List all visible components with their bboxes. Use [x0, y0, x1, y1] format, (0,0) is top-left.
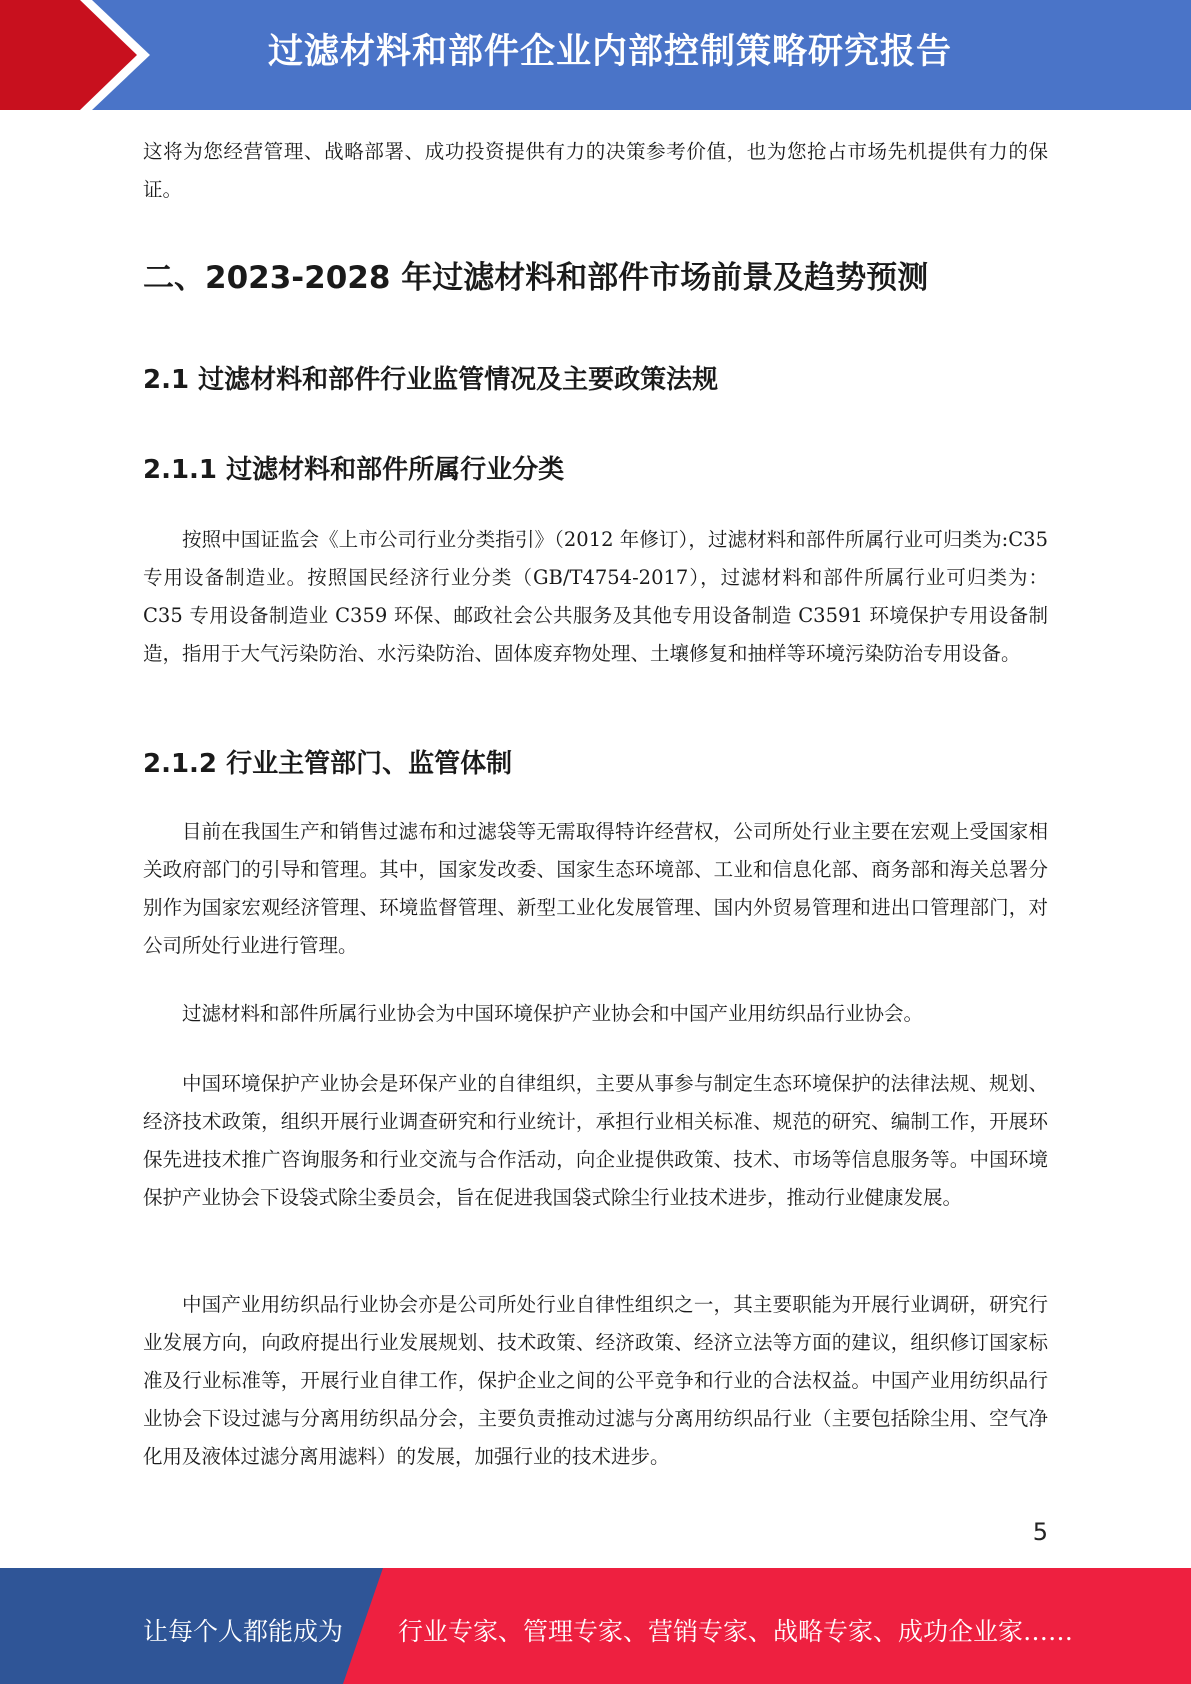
section-title: 二、2023-2028 年过滤材料和部件市场前景及趋势预测 — [143, 260, 929, 296]
paragraph-env-protection-association-block — [143, 1065, 1048, 1217]
footer-slogan-left: 让每个人都能成为 — [143, 1617, 344, 1646]
footer-slogan-right: 行业专家、管理专家、营销专家、战略专家、成功企业家…… — [398, 1617, 1074, 1646]
header-chevron-decoration — [0, 0, 160, 110]
page-number: 5 — [1032, 1518, 1048, 1546]
paragraph-textile-association: 中国产业用纺织品行业协会亦是公司所处行业自律性组织之一，其主要职能为开展行业调研，研究行业发展方向，向政府提出行业发展规划、技术政策、经济政策、经济立法等方面的建议，组织修订国家标准及行业标准等，开展行业自律工作，保护企业之间的公平竞争和行业的合法权益。中国产业用纺织品行业协会下设过滤与分离用纺织品分会，主要负责推动过滤与分离用纺织品行业（主要包括除尘用、空气净化用及液体过滤分离用滤料）的发展，加强行业的技术进步。 — [143, 1293, 1048, 1468]
subsubsection-title-regulatory-system: 2.1.2 行业主管部门、监管体制 — [143, 749, 513, 779]
intro-paragraph: 这将为您经营管理、战略部署、成功投资提供有力的决策参考价值，也为您抢占市场先机提供有力的保证。 — [143, 140, 1048, 201]
paragraph-regulation: 目前在我国生产和销售过滤布和过滤袋等无需取得特许经营权，公司所处行业主要在宏观上受国家相关政府部门的引导和管理。其中，国家发改委、国家生态环境部、工业和信息化部、商务部和海关总署分别作为国家宏观经济管理、环境监督管理、新型工业化发展管理、国内外贸易管理和进出口管理部门，对公司所处行业进行管理。 — [143, 820, 1048, 957]
paragraph-associations-block — [143, 995, 1048, 1033]
paragraph-env-protection-association: 中国环境保护产业协会是环保产业的自律组织，主要从事参与制定生态环境保护的法律法规、规划、经济技术政策，组织开展行业调查研究和行业统计，承担行业相关标准、规范的研究、编制工作，开展环保先进技术推广咨询服务和行业交流与合作活动，向企业提供政策、技术、市场等信息服务等。中国环境保护产业协会下设袋式除尘委员会，旨在促进我国袋式除尘行业技术进步，推动行业健康发展。 — [143, 1072, 1048, 1209]
paragraph-industry-classification: 按照中国证监会《上市公司行业分类指引》（2012 年修订），过滤材料和部件所属行业可归类为:C35 专用设备制造业。按照国民经济行业分类（GB/T4754-2017），过滤材料和部件所属行业可归类为：C35 专用设备制造业 C359 环保、邮政社会公共服务及其他专用设备制造 C3591 环境保护专用设备制造，指用于大气污染防治、水污染防治、固体废弃物处理、土壤修复和抽样等环境污染防治专用设备。 — [143, 528, 1048, 665]
header-banner — [0, 0, 1191, 110]
report-title: 过滤材料和部件企业内部控制策略研究报告 — [267, 32, 952, 72]
intro-paragraph-block — [143, 133, 1048, 209]
paragraph-regulation-block — [143, 813, 1048, 965]
paragraph-textile-association-block — [143, 1286, 1048, 1476]
footer-banner — [0, 1568, 1191, 1684]
subsection-title: 2.1 过滤材料和部件行业监管情况及主要政策法规 — [143, 365, 719, 395]
paragraph-associations: 过滤材料和部件所属行业协会为中国环境保护产业协会和中国产业用纺织品行业协会。 — [182, 1002, 924, 1025]
subsubsection-title-industry-classification: 2.1.1 过滤材料和部件所属行业分类 — [143, 455, 565, 485]
paragraph-industry-classification-block — [143, 521, 1048, 673]
